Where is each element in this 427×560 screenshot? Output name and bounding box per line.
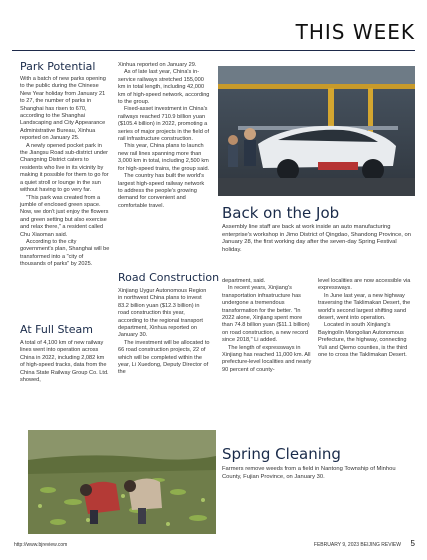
road-paragraph: Located in south Xinjiang's Bayingolin Mongolian Autonomous Prefecture, the highway, connecting Yuli and Qiemo counties, is the third one to cross the Taklimakan Desert. xyxy=(318,322,408,359)
road-paragraph: The investment will be allocated to 66 road construction projects, 22 of which will be completed within the year, Li Xuedong, Deputy Director of the xyxy=(118,339,210,376)
road-heading: Road Construction xyxy=(118,271,220,284)
road-article xyxy=(118,288,210,377)
spring-heading: Spring Cleaning xyxy=(222,445,341,463)
park-paragraph: With a batch of new parks opening to the public during the Chinese New Year holiday from January 21 to 27, the number of parks in Shanghai has risen to 670, according to the Shanghai Landscaping and City Appearance Administrative Bureau, Xinhua reported on January 25. xyxy=(20,76,106,142)
steam-paragraph: A total of 4,100 km of new railway lines went into operation across China in 2022, including 2,082 km of high-speed tracks, data from the China State Railway Group Co. Ltd. showed, xyxy=(20,340,109,384)
section-title: THIS WEEK xyxy=(295,20,415,44)
road-paragraph: Xinjiang Uygur Autonomous Region in northwest China plans to invest 83.2 billion yuan ($12.3 billion) in road construction this year, according to the regional transport department, Xinhua reported on January 30. xyxy=(118,288,207,339)
footer-issue: FEBRUARY 9, 2023 BEIJING REVIEW xyxy=(313,542,401,548)
rail-paragraph: Xinhua reported on January 29. xyxy=(118,62,197,68)
rail-article-continued xyxy=(118,62,210,210)
rail-paragraph: Fixed-asset investment in China's railways reached 710.9 billion yuan ($105.4 billion) in 2022, promoting a series of major projects in the field of rail infrastructure construction. xyxy=(118,106,210,143)
park-paragraph: A newly opened pocket park in the Jiangsu Road sub-district under Changning District caters to residents who live in its vicinity by making it possible for them to go for a quiet stroll or lounge in the sun without having to go very far. xyxy=(20,142,109,194)
rail-paragraph: This year, China plans to launch new rail lines spanning more than 3,000 km in total, including 2,500 km for high-speed trains, the group said. xyxy=(118,143,210,172)
park-paragraph: According to the city government's plan, Shanghai will be transformed into a "city of thousands of parks" by 2025. xyxy=(20,238,110,268)
steam-article xyxy=(20,340,110,384)
park-article xyxy=(20,76,110,269)
road-paragraph: department, said. xyxy=(222,278,266,284)
road-paragraph: In June last year, a new highway traversing the Taklimakan Desert, the world's second largest shifting sand desert, went into operation. xyxy=(318,292,411,322)
rail-paragraph: As of late last year, China's in-service railways stretched 155,000 km in total length, including 42,000 km of high-speed network, according to the group. xyxy=(118,69,210,106)
header-rule xyxy=(12,50,415,51)
park-heading: Park Potential xyxy=(20,60,96,73)
steam-heading: At Full Steam xyxy=(20,323,93,336)
field-photo xyxy=(28,430,216,534)
page-number: 5 xyxy=(410,539,415,548)
road-paragraph: level localities are now accessible via expressways. xyxy=(318,278,411,292)
road-article-end xyxy=(318,278,412,359)
spring-caption: Farmers remove weeds from a field in Nantong Township of Minhou County, Fujian Province, on January 30. xyxy=(222,466,396,480)
footer-url[interactable]: http://www.bjreview.com xyxy=(14,542,68,548)
job-heading: Back on the Job xyxy=(222,204,340,222)
road-article-continued xyxy=(222,278,314,374)
road-paragraph: In recent years, Xinjiang's transportation infrastructure has undergone a tremendous transformation for the better. "In 2022 alone, Xinjiang spent more than 74.8 billion yuan ($11.1 billion) on road construction, a new record since 2018," Li added. xyxy=(222,285,310,344)
factory-photo xyxy=(218,66,415,196)
road-paragraph: The length of expressways in Xinjiang has reached 11,000 km. All prefecture-level localities and nearly 90 percent of county- xyxy=(222,344,312,373)
rail-paragraph: The country has built the world's largest high-speed railway network to address the people's growing demand for convenient and comfortable travel. xyxy=(118,173,205,209)
job-caption: Assembly line staff are back at work inside an auto manufacturing enterprise's workshop in Jimo District of Qingdao, Shandong Province, on January 28, the first working day after the seven-day Spring Festival holiday. xyxy=(222,224,411,253)
park-paragraph: "This park was created from a jumble of enclosed green space. Now, we don't just enjoy the flowers and green setting but also exercise and relax there," a resident called Chu Xiaoman said. xyxy=(20,194,109,238)
